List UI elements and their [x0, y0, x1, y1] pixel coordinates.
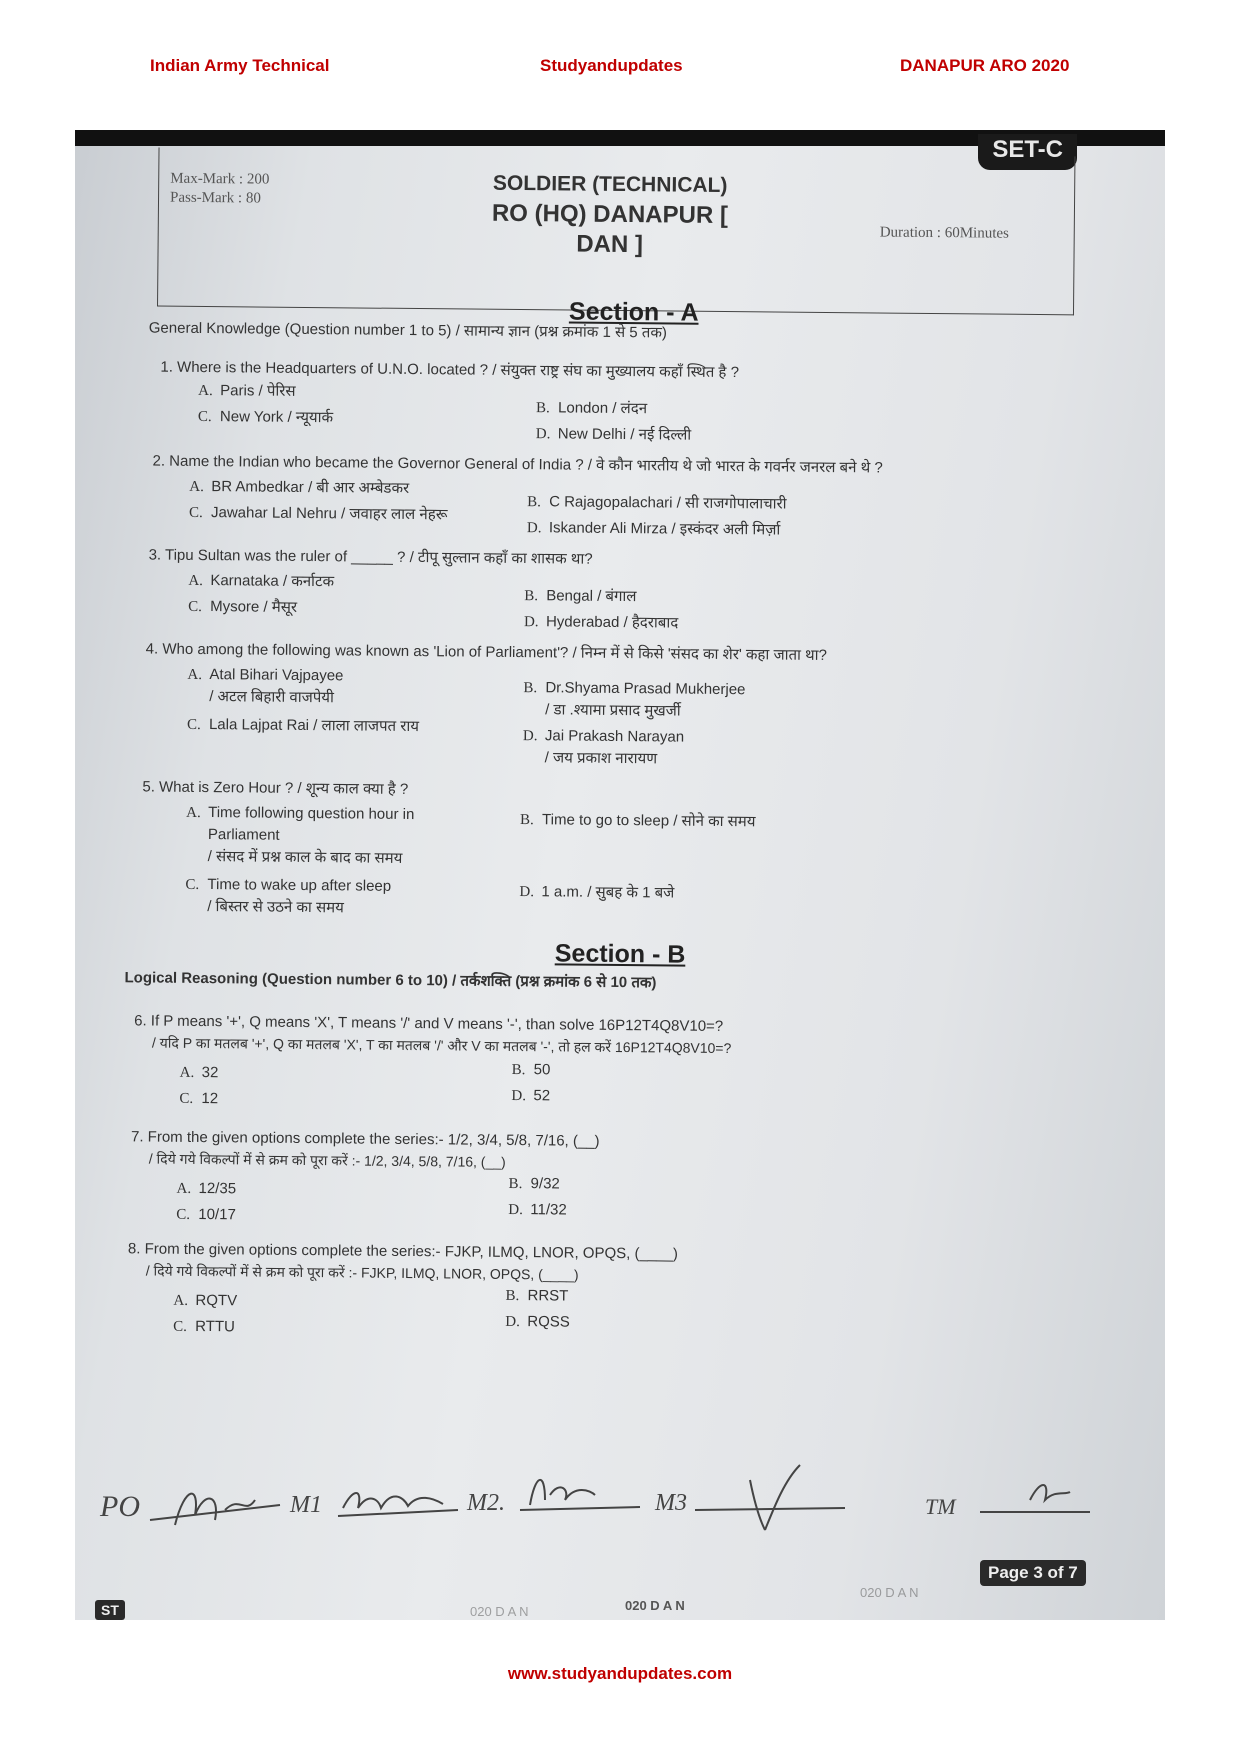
question-4: 4. Who among the following was known as 'Lion of Parliament'? / निम्न में से किसे 'संसद का शेर' कहा जाता था?: [145, 640, 828, 664]
sig-m2-label: M2.: [467, 1490, 505, 1516]
sig-po-label: PO: [100, 1490, 140, 1523]
sig-tm-label: TM: [925, 1494, 956, 1519]
q4-option-a-hindi: / अटल बिहारी वाजपेयी: [209, 688, 334, 707]
q3-option-c: C. Mysore / मैसूर: [188, 598, 298, 616]
sig-m1-label: M1: [290, 1492, 322, 1518]
question-3: 3. Tipu Sultan was the ruler of _____ ? / टीपू सुल्तान कहाँ का शासक था?: [148, 546, 593, 568]
section-b-heading: Section - B: [554, 939, 686, 969]
q5-option-c-hindi: / बिस्तर से उठने का समय: [207, 898, 344, 917]
q2-option-c: C. Jawahar Lal Nehru / जवाहर लाल नेहरू: [188, 504, 448, 524]
signature-po: [145, 1475, 285, 1535]
question-7: 7. From the given options complete the series:- 1/2, 3/4, 5/8, 7/16, (__): [130, 1128, 600, 1150]
q7-option-b: B. 9/32: [508, 1175, 560, 1193]
set-badge: SET-C: [978, 134, 1077, 170]
question-6-hindi: / यदि P का मतलब '+', Q का मतलब 'X', T का मतलब '/' और V का मतलब '-', तो हल करें 16P12T4Q8V10=?: [151, 1034, 732, 1057]
duration: Duration : 60Minutes: [879, 224, 1009, 242]
title-line-3: DAN ]: [576, 230, 644, 259]
q4-option-b: B. Dr.Shyama Prasad Mukherjee: [523, 679, 746, 699]
q7-option-a: A. 12/35: [176, 1179, 237, 1198]
exam-paper-photo: [75, 130, 1165, 1620]
q4-option-d: D. Jai Prakash Narayan: [522, 727, 685, 746]
header-right: DANAPUR ARO 2020: [900, 56, 1070, 75]
q3-option-d: D. Hyderabad / हैदराबाद: [523, 613, 679, 632]
q1-option-c: C. New York / न्यूयार्क: [197, 408, 334, 427]
q7-option-c: C. 10/17: [176, 1205, 236, 1224]
q4-option-c: C. Lala Lajpat Rai / लाला लाजपत राय: [186, 716, 420, 736]
q1-option-d: D. New Delhi / नई दिल्ली: [535, 425, 692, 444]
question-5: 5. What is Zero Hour ? / शून्य काल क्या है ?: [142, 778, 409, 798]
code-left: 020 D A N: [470, 1604, 529, 1619]
q4-option-d-hindi: / जय प्रकाश नारायण: [544, 749, 658, 768]
q1-option-a: A. Paris / पेरिस: [198, 382, 296, 400]
code-right: 020 D A N: [860, 1585, 919, 1600]
q7-option-d: D. 11/32: [508, 1201, 567, 1219]
q5-option-a-line2: Parliament: [207, 826, 280, 844]
question-8: 8. From the given options complete the series:- FJKP, ILMQ, LNOR, OPQS, (____): [127, 1240, 678, 1263]
q5-option-a: A. Time following question hour in: [186, 804, 415, 824]
q2-option-d: D. Iskander Ali Mirza / इस्कंदर अली मिर्ज़ा: [526, 519, 781, 539]
question-1: 1. Where is the Headquarters of U.N.O. located ? / संयुक्त राष्ट्र संघ का मुख्यालय कहाँ स्थित है ?: [160, 358, 740, 382]
question-sheet: [75, 130, 1165, 1620]
q2-option-a: A. BR Ambedkar / बी आर अम्बेडकर: [189, 478, 410, 497]
title-line-1: SOLDIER (TECHNICAL): [492, 171, 728, 198]
sig-m3-label: M3: [655, 1490, 687, 1516]
title-line-2: RO (HQ) DANAPUR [: [491, 199, 729, 230]
q3-option-b: B. Bengal / बंगाल: [524, 587, 637, 606]
q3-option-a: A. Karnataka / कर्नाटक: [188, 572, 335, 591]
question-8-hindi: / दिये गये विकल्पों में से क्रम को पूरा करें :- FJKP, ILMQ, LNOR, OPQS, (____): [145, 1262, 579, 1283]
q8-option-a: A. RQTV: [173, 1291, 238, 1310]
q2-option-b: B. C Rajagopalachari / सी राजगोपालाचारी: [527, 493, 787, 513]
marks-block: [170, 170, 270, 209]
st-badge: ST: [95, 1600, 125, 1620]
q4-option-a: A. Atal Bihari Vajpayee: [187, 666, 344, 685]
header-center: Studyandupdates: [540, 56, 683, 75]
q4-option-b-hindi: / डा .श्यामा प्रसाद मुखर्जी: [545, 701, 681, 720]
q8-option-d: D. RQSS: [505, 1313, 570, 1331]
q5-option-a-hindi: / संसद में प्रश्न काल के बाद का समय: [207, 848, 403, 867]
q8-option-b: B. RRST: [505, 1287, 569, 1305]
header-left: Indian Army Technical: [150, 56, 330, 75]
question-7-hindi: / दिये गये विकल्पों में से क्रम को पूरा करें :- 1/2, 3/4, 5/8, 7/16, (__): [148, 1150, 506, 1170]
q1-option-b: B. London / लंदन: [535, 399, 648, 418]
q6-option-a: A. 32: [179, 1064, 219, 1082]
signature-m1: [333, 1478, 463, 1528]
q6-option-b: B. 50: [511, 1061, 551, 1079]
paper-title: [444, 168, 775, 261]
q5-option-c: C. Time to wake up after sleep: [185, 876, 392, 895]
pass-mark: Pass-Mark : 80: [169, 189, 261, 207]
signature-m3: [690, 1460, 850, 1540]
signature-tm: [970, 1470, 1100, 1520]
q5-option-b: B. Time to go to sleep / सोने का समय: [520, 811, 756, 831]
section-a-heading: Section - A: [568, 297, 699, 327]
section-b-subheading: Logical Reasoning (Question number 6 to 10) / तर्कशक्ति (प्रश्न क्रमांक 6 से 10 तक): [124, 969, 657, 992]
max-mark: Max-Mark : 200: [170, 170, 270, 188]
signature-m2: [515, 1465, 645, 1525]
page-badge: Page 3 of 7: [980, 1560, 1086, 1586]
footer-url[interactable]: www.studyandupdates.com: [507, 1664, 733, 1683]
q5-option-d: D. 1 a.m. / सुबह के 1 बजे: [519, 883, 675, 902]
question-6: 6. If P means '+', Q means 'X', T means '/' and V means '-', than solve 16P12T4Q8V10=?: [134, 1012, 724, 1036]
q8-option-c: C. RTTU: [173, 1317, 236, 1336]
question-2: 2. Name the Indian who became the Governor General of India ? / वे कौन भारतीय थे जो भारत के गवर्नर जनरल बने थे ?: [152, 452, 883, 477]
section-a-subheading: General Knowledge (Question number 1 to 5) / सामान्य ज्ञान (प्रश्न क्रमांक 1 से 5 तक): [148, 319, 667, 342]
q6-option-d: D. 52: [511, 1087, 551, 1105]
q6-option-c: C. 12: [179, 1089, 219, 1108]
code-center: 020 D A N: [625, 1598, 685, 1613]
